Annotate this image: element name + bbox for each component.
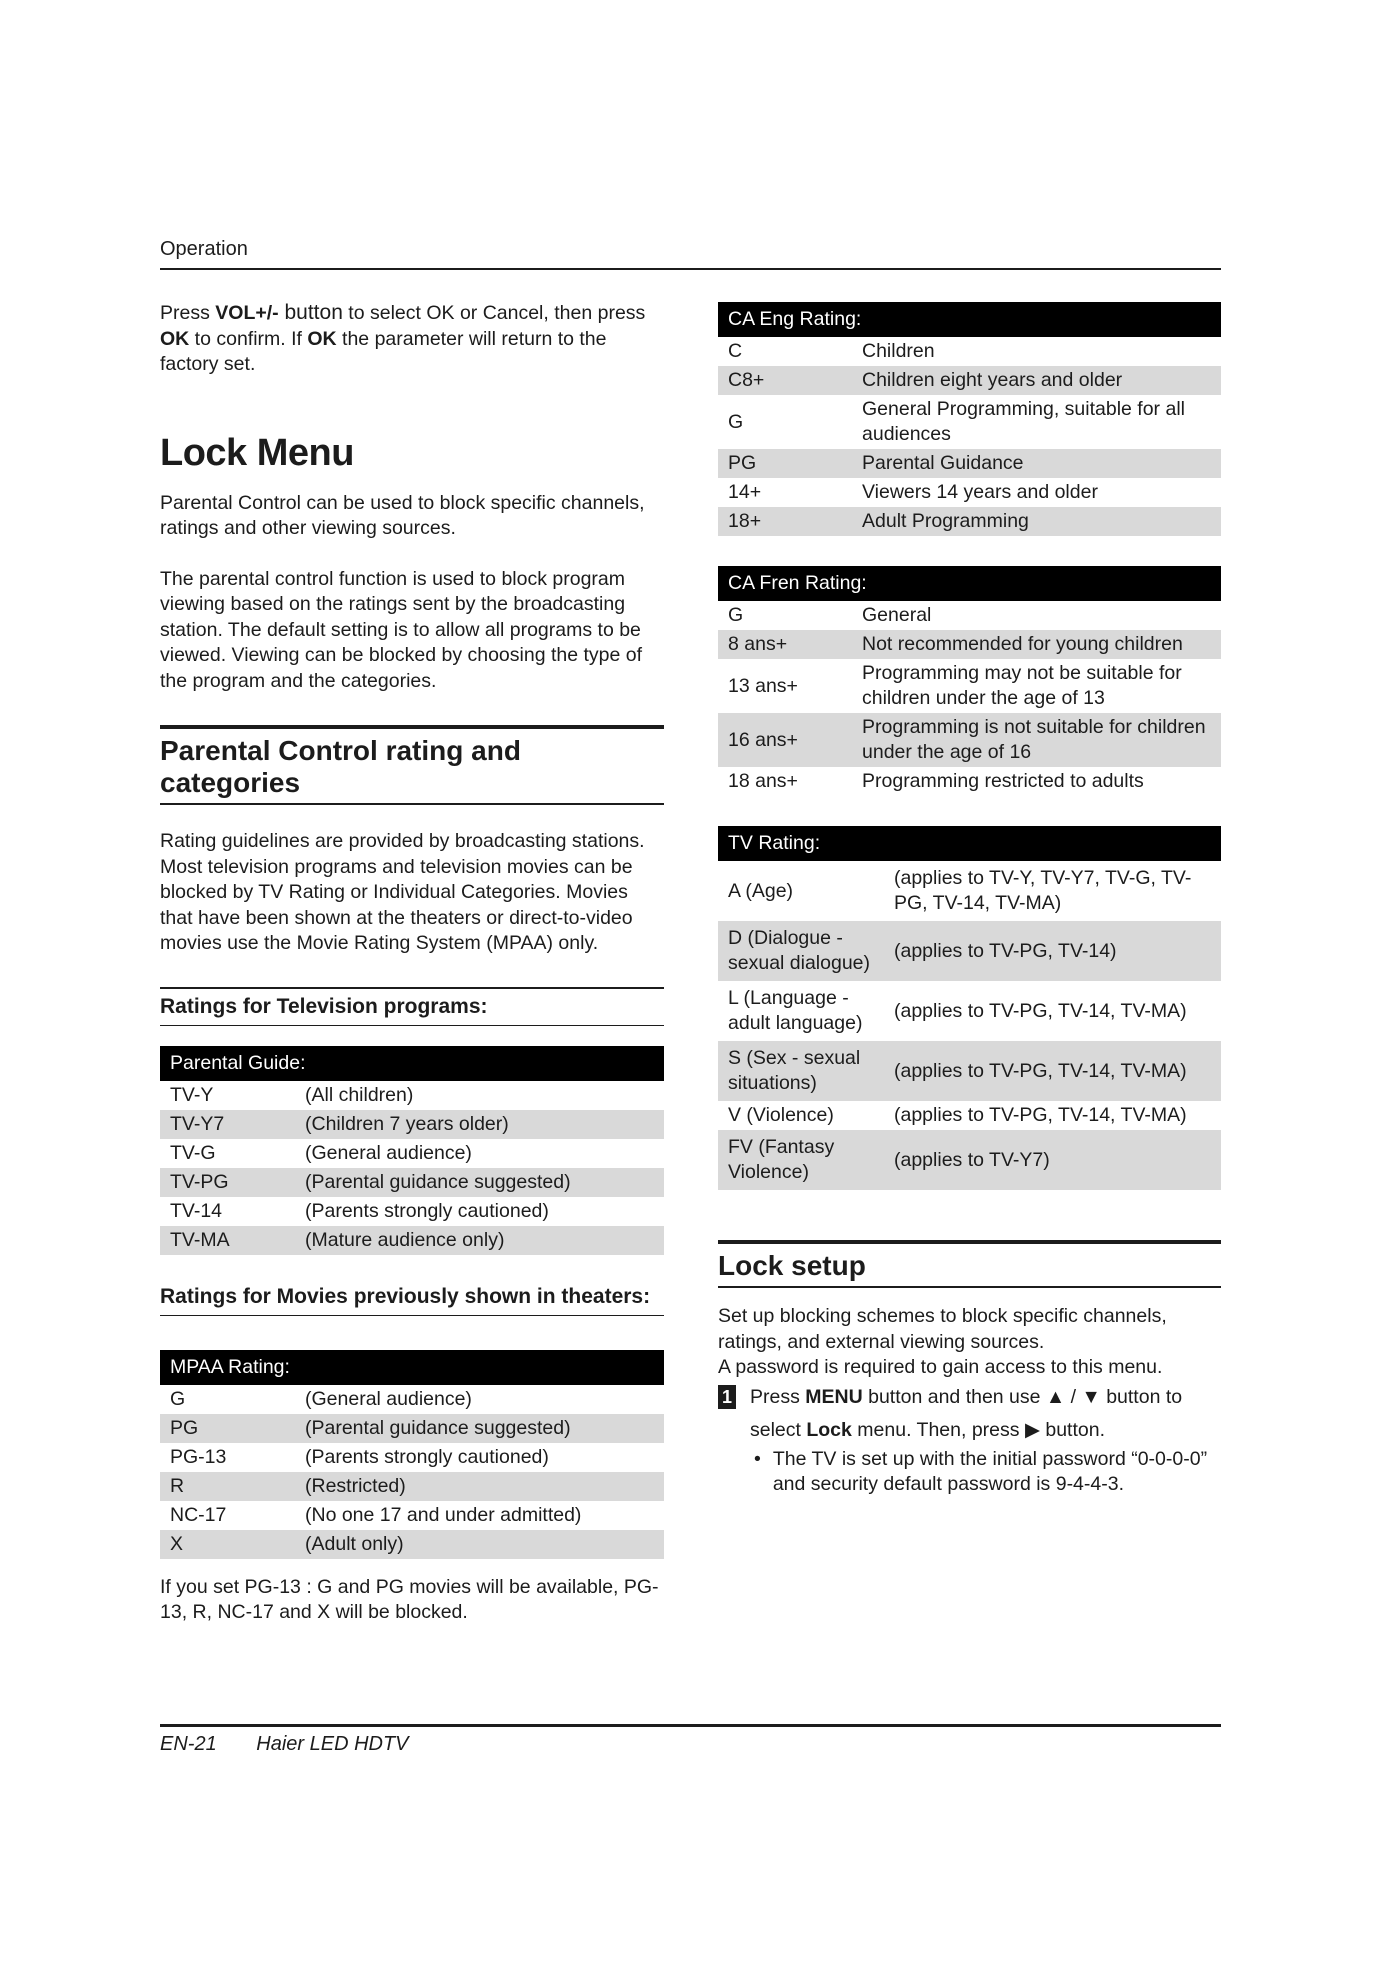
table-row: TV-MA (Mature audience only) (160, 1226, 664, 1255)
table-row: G General Programming, suitable for all audiences (728, 398, 1185, 445)
mpaa-table (160, 1350, 664, 1559)
step-line-2: select Lock menu. Then, press ▶ button. (750, 1418, 1105, 1441)
parental-guide-table (160, 1046, 664, 1255)
footer-rule (160, 1724, 1221, 1727)
table-row: X (Adult only) (160, 1530, 664, 1559)
page-number: EN-21 (160, 1733, 217, 1755)
table-header: CA Eng Rating: (718, 302, 1221, 337)
table-row: S (Sex - sexual situations) (applies to TV-PG, TV-14, TV-MA) (718, 1041, 1221, 1101)
lock-setup-title: Lock setup (718, 1250, 866, 1281)
table-row: PG (Parental guidance suggested) (160, 1414, 664, 1443)
table-row: 18+ Adult Programming (718, 507, 1221, 536)
table-row: TV-Y7 (Children 7 years older) (160, 1110, 664, 1139)
header-rule (160, 268, 1221, 270)
table-row: L (Language - adult language) (applies to TV-PG, TV-14, TV-MA) (728, 987, 1187, 1034)
step-1 (718, 1381, 1221, 1447)
table-row: G (General audience) (170, 1387, 472, 1410)
table-row: 13 ans+ Programming may not be suitable for children under the age of 13 (728, 662, 1182, 709)
movies-title: Ratings for Movies previously shown in theaters: (160, 1284, 651, 1308)
table-row: V (Violence) (applies to TV-PG, TV-14, TV-MA) (728, 1104, 1187, 1126)
left-column (160, 300, 664, 1626)
step-line-1: Press MENU button and then use ▲ / ▼ button to (750, 1385, 1183, 1408)
mpaa-note: If you set PG-13 : G and PG movies will be available, PG-13, R, NC-17 and X will be blocked. (160, 1575, 659, 1623)
lock-setup-description: Set up blocking schemes to block specific channels, ratings, and external viewing sources. (718, 1305, 1167, 1353)
table-row: 14+ Viewers 14 years and older (728, 481, 1098, 503)
up-down-arrow-icon: ▲ / ▼ (1045, 1385, 1101, 1408)
table-row: PG Parental Guidance (718, 449, 1221, 478)
intro-paragraph: Press VOL+/- button to select OK or Cancel, then press OK to confirm. If OK the parameter will return to the factory set. (160, 301, 646, 375)
table-row: 8 ans+ Not recommended for young children (718, 630, 1221, 659)
table-row: R (Restricted) (160, 1472, 664, 1501)
table-row: TV-14 (Parents strongly cautioned) (170, 1199, 549, 1222)
tv-rating-table (718, 826, 1221, 1190)
table-header: TV Rating: (718, 826, 1221, 861)
ca-eng-table (718, 302, 1221, 536)
parental-control-title: Parental Control rating and categories (160, 735, 521, 798)
table-row: G General (728, 604, 932, 626)
bullet-icon: • (754, 1447, 761, 1470)
password-note: A password is required to gain access to this menu. (718, 1356, 1163, 1378)
table-header: CA Fren Rating: (718, 566, 1221, 601)
lock-menu-description: The parental control function is used to block program viewing based on the ratings sent by the broadcasting station. The default setting is to allow all programs to be viewed. Viewing can be blocked by choosing the type of the program and the categories. (160, 567, 643, 692)
tv-programs-title: Ratings for Television programs: (160, 994, 488, 1018)
table-row: C8+ Children eight years and older (718, 366, 1221, 395)
section-header: Operation (160, 238, 248, 260)
table-row: TV-G (General audience) (170, 1141, 472, 1164)
table-row: 18 ans+ Programming restricted to adults (728, 770, 1144, 792)
footer (160, 1733, 443, 1756)
table-row: TV-Y (All children) (170, 1083, 414, 1106)
lock-menu-intro: Parental Control can be used to block specific channels, ratings and other viewing sources. (160, 491, 645, 539)
product-name: Haier LED HDTV (256, 1733, 409, 1755)
table-header: Parental Guide: (160, 1046, 664, 1081)
table-row: NC-17 (No one 17 and under admitted) (170, 1503, 582, 1526)
table-row: FV (Fantasy Violence) (applies to TV-Y7) (718, 1130, 1221, 1190)
table-row: A (Age) (applies to TV-Y, TV-Y7, TV-G, TV-PG, TV-14, TV-MA) (728, 867, 1192, 914)
right-column (718, 302, 1221, 1498)
right-arrow-icon: ▶ (1024, 1418, 1040, 1441)
table-row: C Children (728, 340, 935, 362)
lock-menu-title: Lock Menu (160, 431, 354, 474)
list-item: • The TV is set up with the initial password “0-0-0-0” and security default password is 9-4-4-3. (754, 1447, 1221, 1498)
parental-control-description: Rating guidelines are provided by broadcasting stations. Most television programs and television movies can be blocked by TV Rating or Individual Categories. Movies that have been shown at the theaters or direct-to-video movies use the Movie Rating System (MPAA) only. (160, 830, 645, 954)
ca-fren-table (718, 566, 1221, 796)
table-header: MPAA Rating: (160, 1350, 664, 1385)
table-row: D (Dialogue - sexual dialogue) (applies to TV-PG, TV-14) (718, 921, 1221, 981)
table-row: PG-13 (Parents strongly cautioned) (170, 1445, 549, 1468)
step-number: 1 (718, 1385, 736, 1409)
table-row: 16 ans+ Programming is not suitable for children under the age of 16 (718, 713, 1221, 767)
table-row: TV-PG (Parental guidance suggested) (160, 1168, 664, 1197)
